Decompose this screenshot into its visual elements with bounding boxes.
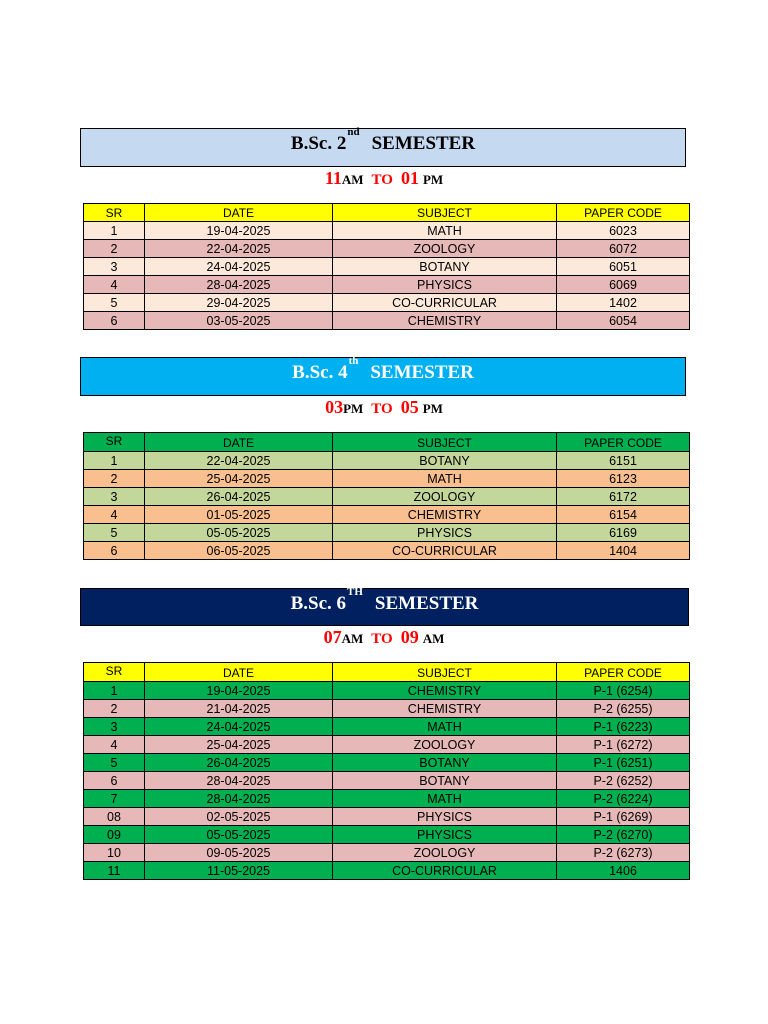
table-row [84, 506, 690, 524]
sem6-time-to: TO [371, 631, 393, 647]
table-row [84, 736, 690, 754]
cell-subject: BOTANY [333, 452, 557, 470]
cell-date: 09-05-2025 [145, 844, 333, 862]
sem6-time-end: 09 [400, 627, 419, 647]
sem2-time-start: 11 [324, 168, 342, 188]
sem4-time [0, 397, 768, 418]
cell-paper-code: 6123 [557, 470, 690, 488]
cell-paper-code: P-1 (6269) [557, 808, 690, 826]
col-header-subject: SUBJECT [333, 663, 557, 682]
table-row [84, 312, 690, 330]
cell-subject: MATH [333, 718, 557, 736]
col-header-sr: SR [84, 204, 145, 222]
table-row [84, 470, 690, 488]
cell-sr: 3 [84, 488, 145, 506]
sem2-time [0, 168, 768, 189]
table-row [84, 294, 690, 312]
cell-sr: 3 [84, 718, 145, 736]
cell-date: 29-04-2025 [145, 294, 333, 312]
table-header-row [84, 663, 690, 682]
cell-paper-code: P-2 (6273) [557, 844, 690, 862]
table-header-row [84, 204, 690, 222]
cell-date: 02-05-2025 [145, 808, 333, 826]
sem2-schedule-table [83, 203, 690, 330]
sem4-time-start: 03 [325, 397, 344, 417]
sem6-title-sup: TH [347, 586, 363, 598]
table-row [84, 718, 690, 736]
cell-subject: BOTANY [333, 258, 557, 276]
table-row [84, 808, 690, 826]
cell-paper-code: 6069 [557, 276, 690, 294]
table-row [84, 790, 690, 808]
cell-subject: CO-CURRICULAR [333, 862, 557, 880]
cell-subject: PHYSICS [333, 808, 557, 826]
sem6-time [0, 627, 768, 648]
cell-subject: ZOOLOGY [333, 240, 557, 258]
cell-paper-code: P-1 (6223) [557, 718, 690, 736]
cell-sr: 5 [84, 754, 145, 772]
table-row [84, 772, 690, 790]
sem2-title-sup: nd [347, 126, 360, 138]
sem2-title-word: SEMESTER [371, 133, 476, 154]
cell-date: 19-04-2025 [145, 682, 333, 700]
cell-subject: ZOOLOGY [333, 736, 557, 754]
table-row [84, 700, 690, 718]
cell-subject: CHEMISTRY [333, 506, 557, 524]
sem4-title-sup: th [348, 355, 359, 367]
cell-paper-code: P-1 (6251) [557, 754, 690, 772]
col-header-sr: SR [84, 433, 145, 452]
col-header-date: DATE [145, 663, 333, 682]
cell-sr: 6 [84, 542, 145, 560]
sem6-time-start-ampm: AM [341, 631, 364, 646]
cell-paper-code: 6051 [557, 258, 690, 276]
cell-paper-code: 1406 [557, 862, 690, 880]
cell-paper-code: 6023 [557, 222, 690, 240]
cell-date: 26-04-2025 [145, 754, 333, 772]
cell-paper-code: 6151 [557, 452, 690, 470]
cell-sr: 2 [84, 240, 145, 258]
cell-subject: MATH [333, 222, 557, 240]
cell-subject: PHYSICS [333, 276, 557, 294]
cell-date: 24-04-2025 [145, 258, 333, 276]
col-header-paper-code: PAPER CODE [557, 204, 690, 222]
col-header-sr: SR [84, 663, 145, 682]
cell-date: 03-05-2025 [145, 312, 333, 330]
cell-date: 05-05-2025 [145, 826, 333, 844]
cell-subject: BOTANY [333, 754, 557, 772]
sem4-title-prefix: B.Sc. 4 [292, 362, 348, 383]
cell-subject: CHEMISTRY [333, 682, 557, 700]
cell-date: 28-04-2025 [145, 790, 333, 808]
cell-paper-code: P-2 (6224) [557, 790, 690, 808]
cell-date: 19-04-2025 [145, 222, 333, 240]
cell-date: 21-04-2025 [145, 700, 333, 718]
table-row [84, 754, 690, 772]
table-row [84, 258, 690, 276]
sem6-time-start: 07 [323, 627, 342, 647]
cell-sr: 4 [84, 506, 145, 524]
sem4-time-end-ampm: PM [422, 401, 443, 416]
cell-sr: 4 [84, 736, 145, 754]
table-row [84, 240, 690, 258]
sem4-schedule-table [83, 432, 690, 560]
cell-sr: 3 [84, 258, 145, 276]
cell-date: 26-04-2025 [145, 488, 333, 506]
cell-subject: CO-CURRICULAR [333, 542, 557, 560]
cell-paper-code: P-2 (6255) [557, 700, 690, 718]
table-header-row [84, 433, 690, 452]
cell-subject: MATH [333, 790, 557, 808]
table-row [84, 826, 690, 844]
cell-subject: PHYSICS [333, 826, 557, 844]
cell-paper-code: P-2 (6270) [557, 826, 690, 844]
cell-subject: CHEMISTRY [333, 700, 557, 718]
col-header-subject: SUBJECT [333, 204, 557, 222]
cell-date: 24-04-2025 [145, 718, 333, 736]
table-row [84, 524, 690, 542]
cell-paper-code: 6054 [557, 312, 690, 330]
cell-sr: 1 [84, 682, 145, 700]
cell-paper-code: 1404 [557, 542, 690, 560]
cell-sr: 09 [84, 826, 145, 844]
sem6-title-word: SEMESTER [374, 593, 479, 614]
col-header-paper-code: PAPER CODE [557, 433, 690, 452]
cell-date: 25-04-2025 [145, 736, 333, 754]
cell-date: 05-05-2025 [145, 524, 333, 542]
cell-subject: CO-CURRICULAR [333, 294, 557, 312]
cell-paper-code: P-2 (6252) [557, 772, 690, 790]
sem2-time-to: TO [371, 172, 393, 188]
cell-subject: CHEMISTRY [333, 312, 557, 330]
table-row [84, 862, 690, 880]
cell-paper-code: 1402 [557, 294, 690, 312]
cell-paper-code: P-1 (6272) [557, 736, 690, 754]
cell-date: 11-05-2025 [145, 862, 333, 880]
cell-paper-code: 6172 [557, 488, 690, 506]
table-row [84, 844, 690, 862]
sem6-banner [80, 588, 689, 626]
sem4-title-word: SEMESTER [370, 362, 474, 383]
sem6-title-prefix: B.Sc. 6 [290, 593, 347, 614]
cell-sr: 4 [84, 276, 145, 294]
col-header-paper-code: PAPER CODE [557, 663, 690, 682]
cell-sr: 6 [84, 312, 145, 330]
cell-sr: 08 [84, 808, 145, 826]
sem2-time-start-ampm: AM [341, 172, 364, 187]
sem2-banner [80, 128, 686, 167]
sem2-time-end: 01 [400, 168, 419, 188]
table-row [84, 276, 690, 294]
cell-paper-code: 6154 [557, 506, 690, 524]
sem2-time-end-ampm: PM [422, 172, 444, 187]
sem2-title-prefix: B.Sc. 2 [290, 133, 347, 154]
cell-subject: BOTANY [333, 772, 557, 790]
sem4-time-to: TO [371, 401, 393, 417]
cell-sr: 5 [84, 524, 145, 542]
cell-date: 28-04-2025 [145, 276, 333, 294]
cell-subject: PHYSICS [333, 524, 557, 542]
table-row [84, 682, 690, 700]
cell-sr: 10 [84, 844, 145, 862]
cell-sr: 1 [84, 222, 145, 240]
cell-paper-code: 6072 [557, 240, 690, 258]
cell-subject: ZOOLOGY [333, 844, 557, 862]
cell-sr: 5 [84, 294, 145, 312]
sem6-schedule-table [83, 662, 690, 880]
sem4-banner [80, 357, 686, 396]
table-row [84, 488, 690, 506]
cell-date: 25-04-2025 [145, 470, 333, 488]
cell-date: 22-04-2025 [145, 240, 333, 258]
cell-date: 22-04-2025 [145, 452, 333, 470]
cell-subject: MATH [333, 470, 557, 488]
cell-paper-code: 6169 [557, 524, 690, 542]
cell-sr: 1 [84, 452, 145, 470]
col-header-date: DATE [145, 204, 333, 222]
cell-sr: 2 [84, 700, 145, 718]
cell-paper-code: P-1 (6254) [557, 682, 690, 700]
sem6-time-end-ampm: AM [422, 631, 445, 646]
sem4-time-start-ampm: PM [343, 401, 364, 416]
table-row [84, 452, 690, 470]
cell-sr: 11 [84, 862, 145, 880]
sem4-time-end: 05 [400, 397, 419, 417]
cell-date: 06-05-2025 [145, 542, 333, 560]
cell-date: 01-05-2025 [145, 506, 333, 524]
table-row [84, 542, 690, 560]
col-header-date: DATE [145, 433, 333, 452]
cell-date: 28-04-2025 [145, 772, 333, 790]
cell-sr: 2 [84, 470, 145, 488]
cell-sr: 7 [84, 790, 145, 808]
cell-sr: 6 [84, 772, 145, 790]
col-header-subject: SUBJECT [333, 433, 557, 452]
cell-subject: ZOOLOGY [333, 488, 557, 506]
table-row [84, 222, 690, 240]
